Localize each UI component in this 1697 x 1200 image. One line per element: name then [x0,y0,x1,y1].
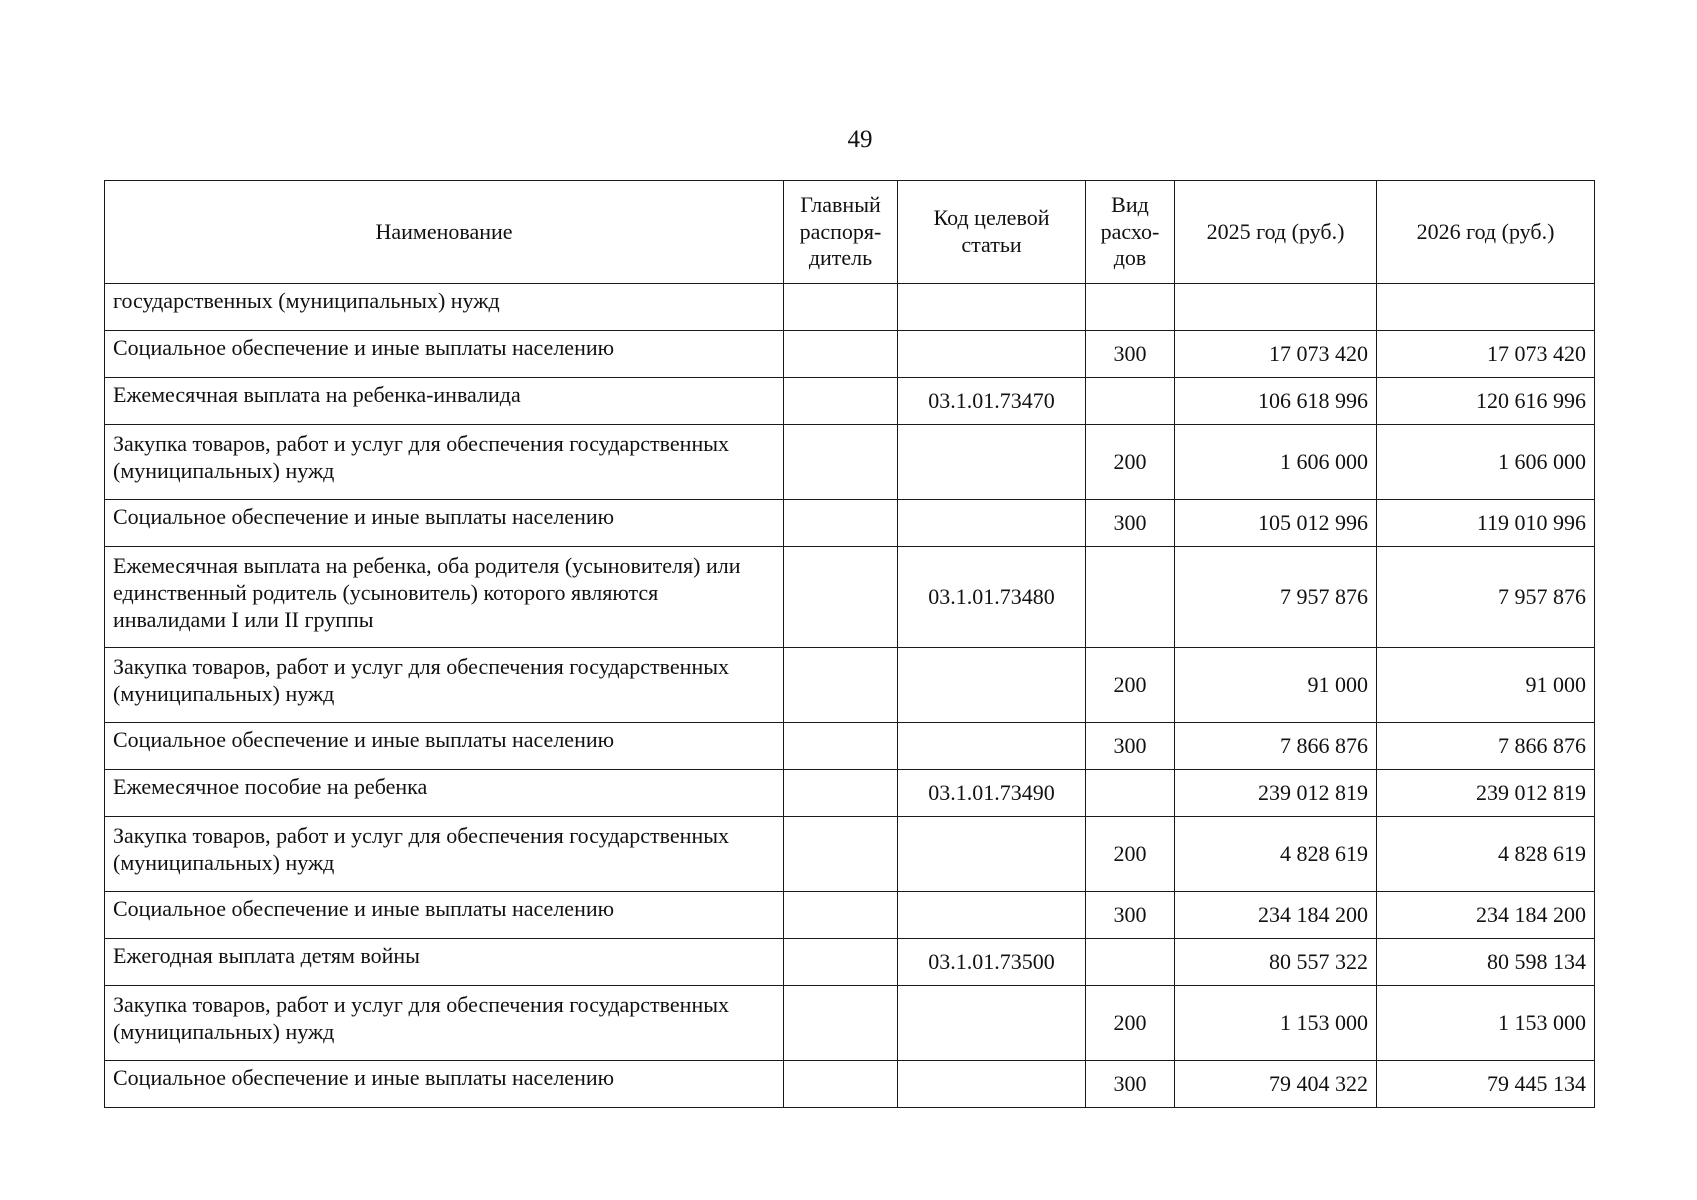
row-manager [784,1061,898,1108]
row-amount-2026: 1 153 000 [1377,986,1595,1061]
row-amount-2025: 7 957 876 [1175,547,1377,648]
row-amount-2025: 106 618 996 [1175,378,1377,425]
row-amount-2025: 7 866 876 [1175,723,1377,770]
row-name: Закупка товаров, работ и услуг для обеспечения государственных (муниципальных) нужд [105,648,784,723]
row-name: Ежемесячная выплата на ребенка-инвалида [105,378,784,425]
row-code: 03.1.01.73480 [898,547,1086,648]
row-amount-2026: 7 957 876 [1377,547,1595,648]
row-kind [1086,284,1175,331]
row-manager [784,331,898,378]
row-amount-2026: 80 598 134 [1377,939,1595,986]
row-amount-2026: 17 073 420 [1377,331,1595,378]
row-code [898,817,1086,892]
header-2026: 2026 год (руб.) [1377,181,1595,284]
row-amount-2025: 91 000 [1175,648,1377,723]
row-manager [784,986,898,1061]
row-manager [784,939,898,986]
row-amount-2025: 1 606 000 [1175,425,1377,500]
row-name: Закупка товаров, работ и услуг для обеспечения государственных (муниципальных) нужд [105,425,784,500]
row-code: 03.1.01.73500 [898,939,1086,986]
row-code: 03.1.01.73490 [898,770,1086,817]
row-kind: 200 [1086,648,1175,723]
table-row [105,648,1595,723]
row-kind: 200 [1086,986,1175,1061]
row-kind: 300 [1086,1061,1175,1108]
row-name: Закупка товаров, работ и услуг для обеспечения государственных (муниципальных) нужд [105,986,784,1061]
row-name: Социальное обеспечение и иные выплаты населению [105,892,784,939]
row-kind [1086,378,1175,425]
row-amount-2026: 91 000 [1377,648,1595,723]
table-row [105,378,1595,425]
row-kind: 300 [1086,723,1175,770]
row-amount-2025: 1 153 000 [1175,986,1377,1061]
row-amount-2026: 119 010 996 [1377,500,1595,547]
row-amount-2026: 4 828 619 [1377,817,1595,892]
budget-table [104,180,1595,1108]
row-manager [784,723,898,770]
row-kind: 200 [1086,425,1175,500]
row-code [898,723,1086,770]
row-code [898,425,1086,500]
row-code [898,284,1086,331]
row-kind: 300 [1086,892,1175,939]
table-row [105,1061,1595,1108]
row-code [898,892,1086,939]
row-amount-2025 [1175,284,1377,331]
row-kind [1086,770,1175,817]
table-row [105,547,1595,648]
row-amount-2026 [1377,284,1595,331]
row-amount-2025: 4 828 619 [1175,817,1377,892]
row-manager [784,817,898,892]
row-amount-2026: 1 606 000 [1377,425,1595,500]
row-amount-2026: 234 184 200 [1377,892,1595,939]
row-amount-2025: 234 184 200 [1175,892,1377,939]
row-amount-2025: 239 012 819 [1175,770,1377,817]
row-amount-2025: 79 404 322 [1175,1061,1377,1108]
row-amount-2025: 80 557 322 [1175,939,1377,986]
table-row [105,500,1595,547]
table-row [105,939,1595,986]
row-kind: 200 [1086,817,1175,892]
row-amount-2025: 17 073 420 [1175,331,1377,378]
row-manager [784,648,898,723]
table-row [105,284,1595,331]
header-code: Код целевой статьи [898,181,1086,284]
row-amount-2026: 120 616 996 [1377,378,1595,425]
row-code [898,1061,1086,1108]
table-row [105,892,1595,939]
row-name: Социальное обеспечение и иные выплаты населению [105,1061,784,1108]
row-manager [784,500,898,547]
header-manager: Главный распоря-дитель [784,181,898,284]
table-body [105,284,1595,1108]
row-name: Закупка товаров, работ и услуг для обеспечения государственных (муниципальных) нужд [105,817,784,892]
row-code [898,986,1086,1061]
row-amount-2026: 7 866 876 [1377,723,1595,770]
table-row [105,723,1595,770]
row-amount-2026: 239 012 819 [1377,770,1595,817]
row-name: Социальное обеспечение и иные выплаты населению [105,331,784,378]
row-manager [784,284,898,331]
row-name: Ежемесячное пособие на ребенка [105,770,784,817]
row-manager [784,425,898,500]
table-row [105,770,1595,817]
row-name: Социальное обеспечение и иные выплаты населению [105,723,784,770]
row-amount-2026: 79 445 134 [1377,1061,1595,1108]
table-row [105,425,1595,500]
row-code [898,331,1086,378]
row-code [898,500,1086,547]
table-row [105,331,1595,378]
row-name: Ежегодная выплата детям войны [105,939,784,986]
row-kind: 300 [1086,500,1175,547]
row-amount-2025: 105 012 996 [1175,500,1377,547]
row-manager [784,547,898,648]
row-kind: 300 [1086,331,1175,378]
row-name: Ежемесячная выплата на ребенка, оба родителя (усыновителя) или единственный родитель (усыновитель) которого являются инвалидами I или II группы [105,547,784,648]
table-row [105,986,1595,1061]
row-name: государственных (муниципальных) нужд [105,284,784,331]
row-kind [1086,547,1175,648]
row-manager [784,770,898,817]
header-name: Наименование [105,181,784,284]
row-manager [784,378,898,425]
table-row [105,817,1595,892]
row-kind [1086,939,1175,986]
row-code [898,648,1086,723]
page-number: 49 [847,126,873,153]
row-code: 03.1.01.73470 [898,378,1086,425]
row-name: Социальное обеспечение и иные выплаты населению [105,500,784,547]
row-manager [784,892,898,939]
header-2025: 2025 год (руб.) [1175,181,1377,284]
header-kind: Вид расхо-дов [1086,181,1175,284]
table-header-row [105,181,1595,284]
